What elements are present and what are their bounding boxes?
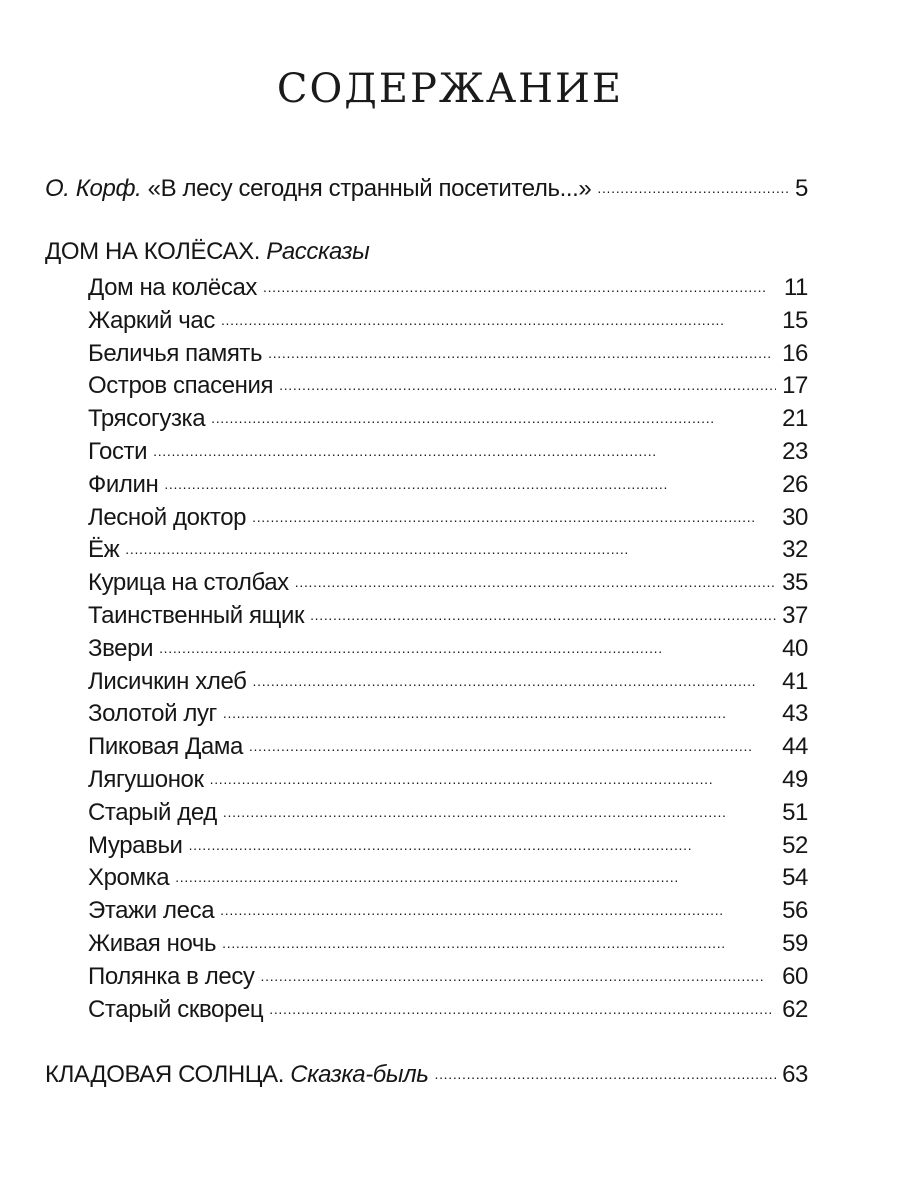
dot-leader: [268, 337, 776, 361]
dot-leader: [263, 271, 778, 295]
page-title: СОДЕРЖАНИЕ: [276, 66, 624, 112]
section-subtitle: Сказка-быль: [290, 1061, 429, 1088]
toc-entry[interactable]: [88, 566, 808, 597]
toc-entry[interactable]: [88, 730, 808, 761]
dot-leader: [295, 566, 776, 590]
page-number: 54: [782, 864, 808, 892]
toc-entry[interactable]: [88, 927, 808, 958]
toc-entry[interactable]: [88, 468, 808, 499]
toc-entry[interactable]: [88, 993, 808, 1024]
entry-title: Курица на столбах: [88, 569, 289, 597]
entry-title: Хромка: [88, 864, 170, 892]
toc-entry[interactable]: [88, 599, 808, 630]
entry-title: Филин: [88, 470, 159, 498]
page-number: 52: [782, 831, 808, 859]
toc-entry[interactable]: [88, 304, 808, 335]
section-title: ДОМ НА КОЛЁСАХ.: [45, 238, 260, 265]
entry-title: Полянка в лесу: [88, 962, 255, 990]
entry-title: Старый скворец: [88, 995, 264, 1023]
dot-leader: [435, 1058, 777, 1082]
entry-title: Лягушонок: [88, 766, 204, 793]
page-number: 35: [782, 569, 808, 597]
toc-entry[interactable]: [88, 763, 808, 794]
page-number: 51: [782, 798, 808, 826]
page-number: 15: [782, 306, 808, 334]
dot-leader: [189, 829, 777, 853]
toc-entry[interactable]: [88, 501, 808, 532]
section-heading-dom-na-kolesah[interactable]: [45, 238, 369, 266]
page-number: 60: [782, 962, 808, 990]
entry-title: Гости: [88, 438, 148, 465]
entry-title: Остров спасения: [88, 372, 274, 400]
toc-entry[interactable]: [88, 369, 808, 400]
section-title: КЛАДОВАЯ СОЛНЦА.: [45, 1061, 284, 1088]
toc-entry[interactable]: [88, 632, 808, 663]
entry-title: Старый дед: [88, 798, 217, 826]
entry-title: Муравьи: [88, 831, 183, 859]
dot-leader: [252, 501, 776, 525]
page-number: 5: [795, 175, 808, 202]
dot-leader: [269, 993, 776, 1017]
toc-entry[interactable]: [88, 960, 808, 991]
entry-title: Пиковая Дама: [88, 733, 243, 761]
page-number: 40: [782, 634, 808, 662]
page-number: 44: [782, 733, 808, 761]
dot-leader: [125, 533, 776, 557]
toc-entry[interactable]: [88, 435, 808, 466]
page-number: 62: [782, 995, 808, 1023]
dot-leader: [153, 435, 776, 459]
page-number: 41: [782, 667, 808, 695]
toc-entry[interactable]: [88, 697, 808, 728]
section-subtitle: Рассказы: [266, 238, 370, 265]
dot-leader: [222, 927, 776, 951]
toc-entry[interactable]: [88, 337, 808, 368]
page-number: 17: [782, 372, 808, 400]
page-number: 56: [782, 897, 808, 925]
entry-title: Лесной доктор: [88, 503, 247, 531]
page-number: 59: [782, 930, 808, 957]
dot-leader: [261, 960, 777, 984]
page-number: 21: [782, 405, 808, 433]
dot-leader: [221, 304, 776, 328]
toc-entry[interactable]: [88, 271, 808, 302]
page-number: 16: [782, 339, 808, 367]
page-number: 63: [782, 1061, 808, 1088]
page-number: 30: [782, 503, 808, 531]
dot-leader: [159, 632, 776, 656]
entry-title: Лисичкин хлеб: [88, 667, 247, 695]
dot-leader: [175, 861, 776, 885]
toc-entry[interactable]: [88, 861, 808, 892]
dot-leader: [253, 665, 777, 689]
toc-entry[interactable]: [88, 796, 808, 827]
entry-title: Этажи леса: [88, 897, 215, 925]
page-number: 37: [782, 602, 808, 629]
page-number: 49: [782, 766, 808, 793]
page-number: 23: [782, 438, 808, 465]
entry-title: Золотой луг: [88, 700, 217, 728]
entry-title: Трясогузка: [88, 405, 206, 433]
toc-entry-kladovaya-solntsa[interactable]: [45, 1058, 808, 1089]
dot-leader: [249, 730, 776, 754]
intro-text: «В лесу сегодня странный посетитель...»: [147, 175, 592, 202]
page-number: 26: [782, 470, 808, 498]
toc-entry[interactable]: [88, 402, 808, 433]
entry-title: Живая ночь: [88, 930, 217, 957]
page-number: 43: [782, 700, 808, 728]
dot-leader: [164, 468, 776, 492]
entry-title: Жаркий час: [88, 306, 215, 334]
dot-leader: [223, 796, 776, 820]
dot-leader: [310, 599, 776, 623]
entry-title: Звери: [88, 634, 154, 662]
dot-leader: [279, 369, 776, 393]
toc-entry[interactable]: [88, 533, 808, 564]
toc-entry-intro[interactable]: [45, 172, 808, 203]
entry-title: Дом на колёсах: [88, 274, 257, 301]
page-number: 32: [782, 536, 808, 564]
toc-entry[interactable]: [88, 829, 808, 860]
entry-title: Ёж: [88, 536, 120, 564]
toc-entry[interactable]: [88, 894, 808, 925]
dot-leader: [220, 894, 776, 918]
entry-title: Таинственный ящик: [88, 602, 305, 629]
dot-leader: [211, 402, 776, 426]
toc-entry[interactable]: [88, 665, 808, 696]
intro-author: О. Корф.: [45, 175, 142, 202]
dot-leader: [223, 697, 776, 721]
page-number: 11: [783, 274, 808, 301]
dot-leader: [597, 172, 789, 196]
entry-title: Беличья память: [88, 339, 263, 367]
dot-leader: [210, 763, 776, 787]
